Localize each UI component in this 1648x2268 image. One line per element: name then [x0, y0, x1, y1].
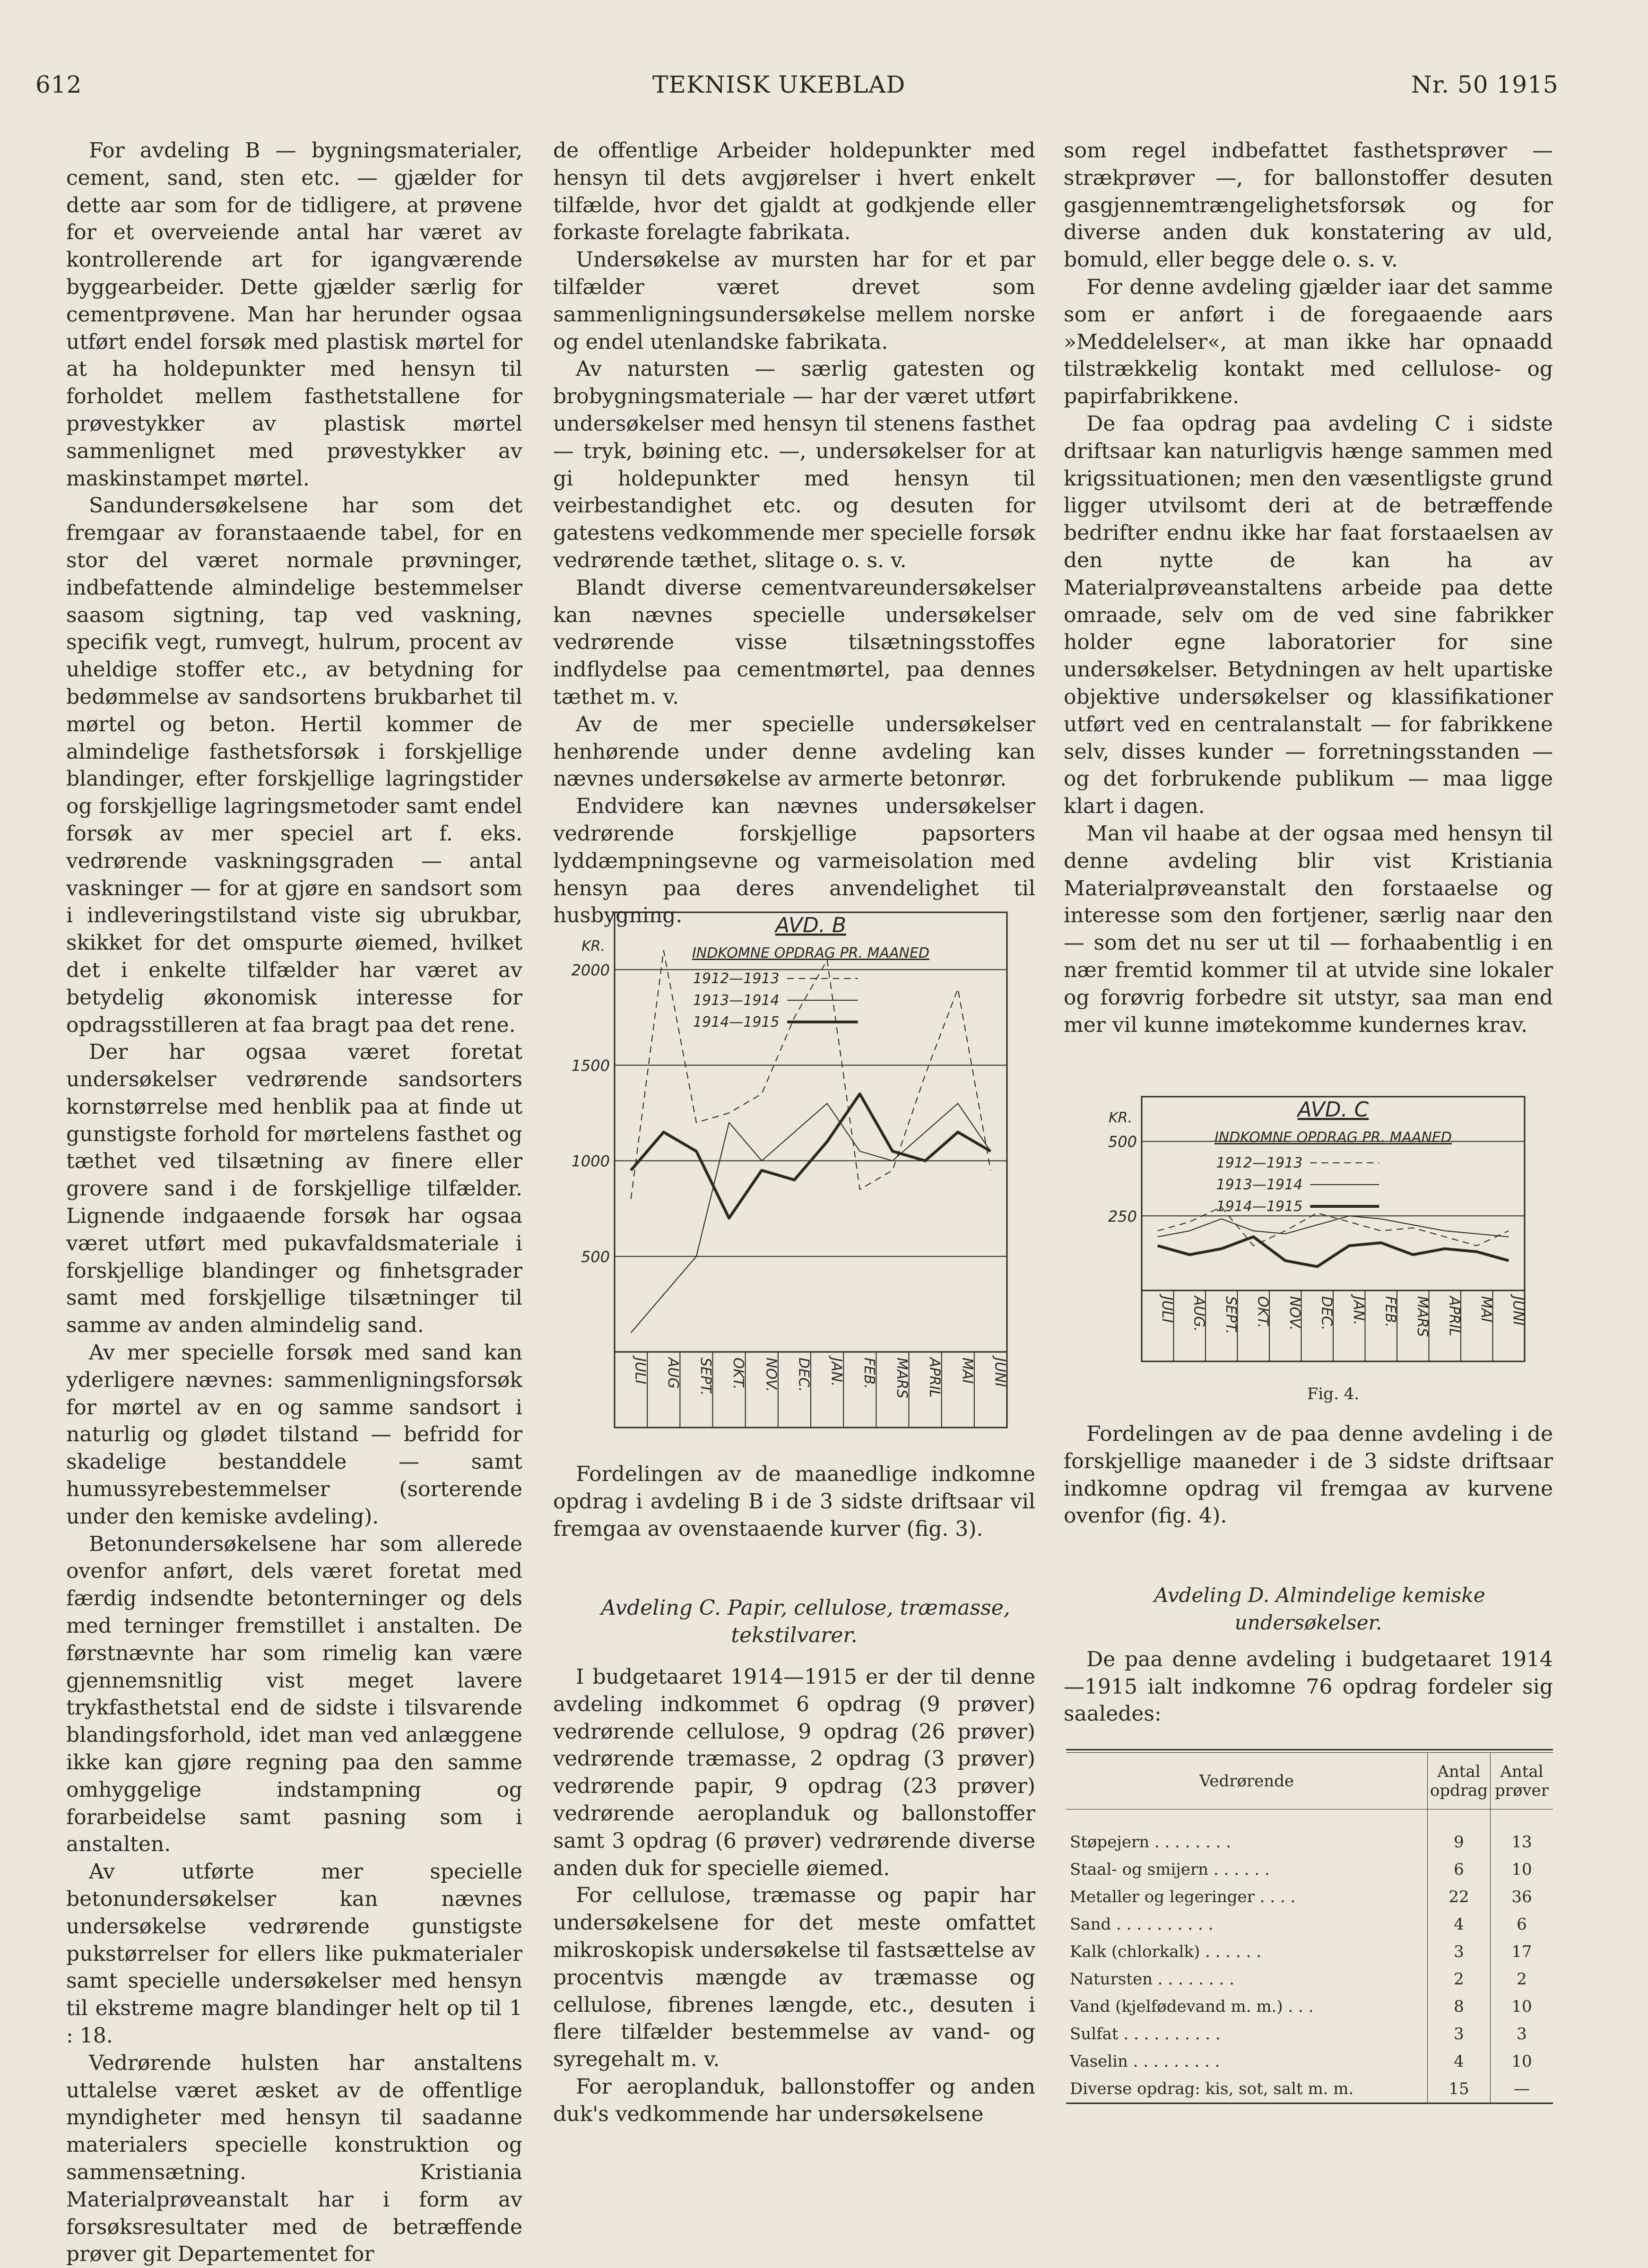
- table-cell: 22: [1428, 1883, 1491, 1911]
- column-3-top: [1064, 137, 1553, 1039]
- table-row: [1066, 2048, 1553, 2075]
- x-tick-label: NOV.: [1286, 1296, 1303, 1331]
- column-2-top: [553, 137, 1035, 929]
- x-tick-label: OKT.: [730, 1358, 747, 1390]
- x-tick-label: SEPT.: [697, 1358, 714, 1396]
- x-tick-label: APRIL: [1446, 1296, 1463, 1337]
- paragraph: Av mer specielle forsøk med sand kan yderligere nævnes: sammenligningsforsøk for mørtel av en og samme sandsort i naturlig og glødet tilstand — befridd for skadelige bestanddele — samt humussyrebestemmelser (sorterende under den kemiske avdeling).: [66, 1341, 522, 1529]
- table-cell: 6: [1428, 1856, 1491, 1883]
- figure-3-chart: [544, 908, 1035, 1451]
- table-cell: 10: [1511, 1997, 1532, 2016]
- table-cell: Støpejern . . . . . . . .: [1066, 1809, 1428, 1856]
- legend-label: 1914—1915: [1216, 1198, 1303, 1215]
- table-cell: 6: [1517, 1915, 1527, 1934]
- table-cell: 13: [1511, 1833, 1532, 1852]
- y-tick-label: 500: [581, 1247, 610, 1266]
- table-cell: Vaselin . . . . . . . . .: [1066, 2048, 1428, 2075]
- y-tick-label: 250: [1108, 1207, 1137, 1226]
- table-cell: Metaller og legeringer . . . .: [1066, 1883, 1428, 1911]
- paragraph: For denne avdeling gjælder iaar det samme som er anført i de foregaaende aars »Meddelelser«, at man ikke har opnaadd tilstrækkelig kontakt med cellulose- og papirfabrikkene.: [1064, 275, 1553, 409]
- table-cell: 8: [1428, 1993, 1491, 2020]
- table-cell: 10: [1511, 1860, 1532, 1879]
- paragraph: Fordelingen av de paa denne avdeling i de forskjellige maaneder i de 3 sidste driftsaar indkomne opdrag vil fremgaa av kurvene ovenfor (fig. 4).: [1064, 1422, 1553, 1528]
- table-row: [1066, 1856, 1553, 1883]
- paragraph: Man vil haabe at der ogsaa med hensyn til denne avdeling blir vist Kristiania Materialprøveanstalt den forstaaelse og interesse som den fortjener, særlig naar den — som det nu ser ut til — forhaabentlig i en nær fremtid kommer til at utvide sine lokaler og forøvrig forbedre sit utstyr, saa man end mer vil kunne imøtekomme kundernes krav.: [1064, 821, 1553, 1037]
- table-cell: 2: [1428, 1965, 1491, 1993]
- paragraph: Av de mer specielle undersøkelser henhørende under denne avdeling kan nævnes undersøkelse av armerte betonrør.: [553, 712, 1035, 791]
- chart-title: AVD. C: [1297, 1098, 1369, 1122]
- table-cell: Natursten . . . . . . . .: [1066, 1965, 1428, 1993]
- y-tick-label: 1000: [571, 1152, 610, 1170]
- paragraph: som regel indbefattet fasthetsprøver — strækprøver —, for ballonstoffer desuten gasgjennemtrængelighetsforsøk og for diverse anden duk konstatering av uld, bomuld, eller begge dele o. s. v.: [1064, 139, 1553, 272]
- column-2-bottom: [553, 1461, 1035, 2128]
- paragraph: For cellulose, træmasse og papir har undersøkelsene for det meste omfattet mikroskopisk undersøkelse til fastsættelse av procentvis mængde av træmasse og cellulose, fibrenes længde, etc., desuten i flere tilfælder bestemmelse av vand- og syregehalt m. v.: [553, 1883, 1035, 2072]
- table-cell: 15: [1428, 2075, 1491, 2104]
- table-row: [1066, 2020, 1553, 2048]
- paragraph: de offentlige Arbeider holdepunkter med hensyn til dets avgjørelser i hvert enkelt tilfælde, hvor det gjaldt at godkjende eller forkaste forelagte fabrikata.: [553, 139, 1035, 245]
- table-cell: Vand (kjelfødevand m. m.) . . .: [1066, 1993, 1428, 2020]
- column-1: [66, 137, 522, 2268]
- table-cell: 3: [1517, 2025, 1527, 2043]
- table-cell: Staal- og smijern . . . . . .: [1066, 1856, 1428, 1883]
- table-cell: 3: [1428, 1938, 1491, 1965]
- table-row: [1066, 1965, 1553, 1993]
- page-number: 612: [35, 71, 82, 98]
- results-table: [1066, 1749, 1553, 2104]
- y-tick-label: 2000: [571, 961, 610, 979]
- x-tick-label: MAI: [1477, 1296, 1494, 1323]
- table-cell: Sulfat . . . . . . . . . .: [1066, 2020, 1428, 2048]
- legend-label: 1914—1915: [693, 1014, 780, 1030]
- section-heading-c: Avdeling C. Papir, cellulose, træmasse, tekstilvarer.: [601, 1596, 1010, 1648]
- x-tick-label: MARS: [1414, 1296, 1431, 1337]
- series-line: [1158, 1237, 1509, 1266]
- journal-title: TEKNISK UKEBLAD: [652, 71, 906, 98]
- x-tick-label: FEB.: [860, 1358, 877, 1389]
- table-row: [1066, 1809, 1553, 1856]
- section-heading-d: Avdeling D. Almindelige kemiske undersøkelser.: [1154, 1584, 1485, 1634]
- paragraph: Undersøkelse av mursten har for et par tilfælder været drevet som sammenligningsundersøkelse mellem norske og endel utenlandske fabrikata.: [553, 248, 1035, 354]
- paragraph: I budgetaaret 1914—1915 er der til denne avdeling indkommet 6 opdrag (9 prøver) vedrørende cellulose, 9 opdrag (26 prøver) vedrørende træmasse, 2 opdrag (3 prøver) vedrørende papir, 9 opdrag (23 prøver) vedrørende aeroplanduk og ballonstoffer samt 3 opdrag (6 prøver) vedrørende diverse anden duk for specielle øiemed.: [553, 1664, 1035, 1880]
- table-cell: Kalk (chlorkalk) . . . . . .: [1066, 1938, 1428, 1965]
- table-cell: —: [1514, 2079, 1530, 2098]
- paragraph: For avdeling B — bygningsmaterialer, cement, sand, sten etc. — gjælder for dette aar som for de tidligere, at prøvene for et overveiende antal har været av kontrollerende art for igangværende byggearbeider. Dette gjælder særlig for cementprøvene. Man har herunder ogsaa utført endel forsøk med plastisk mørtel for at ha holdepunkter med hensyn til forholdet mellem fasthetstallene for prøvestykker av plastisk mørtel sammenlignet med prøvestykker av maskinstampet mørtel.: [66, 139, 522, 491]
- x-tick-label: JAN.: [828, 1358, 845, 1387]
- y-tick-label: 500: [1108, 1133, 1137, 1151]
- table-cell: 36: [1511, 1887, 1532, 1906]
- x-tick-label: MARS: [893, 1358, 910, 1399]
- column-3-bottom: [1064, 1420, 1553, 1728]
- table-cell: 17: [1511, 1942, 1532, 1961]
- figure-caption: Fig. 4.: [1307, 1385, 1360, 1403]
- table-cell: 4: [1428, 1911, 1491, 1938]
- chart-subtitle: INDKOMNE OPDRAG PR. MAANED: [1214, 1129, 1452, 1146]
- y-tick-label: 1500: [571, 1056, 610, 1075]
- table-header: Antal prøver: [1494, 1762, 1549, 1800]
- x-tick-label: AUG: [664, 1358, 681, 1389]
- paragraph: Der har ogsaa været foretat undersøkelser vedrørende sandsorters kornstørrelse med henblik paa at finde ut gunstigste forhold for mørtelens fasthet og tæthet ved tilsætning av finere eller grovere sand i de forskjellige tilfælder. Lignende indgaaende forsøk har ogsaa været utført med pukavfaldsmateriale i forskjellige blandinger og finhetsgrader samt med forskjellige tilsætninger til samme av anden almindelig sand.: [66, 1040, 522, 1338]
- paragraph: Fordelingen av de maanedlige indkomne opdrag i avdeling B i de 3 sidste driftsaar vil fremgaa av ovenstaaende kurver (fig. 3).: [553, 1462, 1035, 1541]
- table-row: [1066, 1993, 1553, 2020]
- legend-label: 1912—1913: [693, 970, 780, 987]
- legend-label: 1913—1914: [693, 992, 780, 1009]
- series-line: [631, 1094, 991, 1218]
- table-row: [1066, 2075, 1553, 2104]
- paragraph: De paa denne avdeling i budgetaaret 1914—1915 ialt indkomne 76 opdrag fordeler sig saaledes:: [1064, 1647, 1553, 1726]
- table-row: [1066, 1911, 1553, 1938]
- y-axis-label: KR.: [1108, 1109, 1132, 1126]
- paragraph: Endvidere kan nævnes undersøkelser vedrørende forskjellige papsorters lyddæmpningsevne og varmeisolation med hensyn paa deres anvendelighet til husbygning.: [553, 794, 1035, 928]
- x-tick-label: JAN.: [1350, 1296, 1367, 1325]
- paragraph: For aeroplanduk, ballonstoffer og anden duk's vedkommende har undersøkelsene: [553, 2074, 1035, 2126]
- figure-4-chart: [1078, 1092, 1560, 1423]
- x-tick-label: JULI: [1158, 1296, 1175, 1323]
- x-tick-label: SEPT.: [1222, 1296, 1239, 1334]
- table-cell: 2: [1517, 1970, 1527, 1989]
- table-row: [1066, 1938, 1553, 1965]
- paragraph: Av utførte mer specielle betonundersøkelser kan nævnes undersøkelse vedrørende gunstigste pukstørrelser for ellers like pukmaterialer samt specielle undersøkelser med hensyn til ekstreme magre blandinger helt op til 1 : 18.: [66, 1860, 522, 2048]
- x-tick-label: NOV.: [763, 1358, 780, 1392]
- table-cell: 9: [1428, 1809, 1491, 1856]
- paragraph: De faa opdrag paa avdeling C i sidste driftsaar kan naturligvis hænge sammen med krigssituationen; men den væsentligste grund ligger utvilsomt deri at de betræffende bedrifter endnu ikke har faat forstaaelsen av den nytte de kan ha av Materialprøveanstaltens arbeide paa dette omraade, selv om de ved sine fabrikker holder egne laboratorier for sine undersøkelser. Betydningen av helt upartiske objektive undersøkelser og klassifikationer utført ved en centralanstalt — for fabrikkene selv, disses kunder — forretningsstanden — og det forbrukende publikum — maa ligge klart i dagen.: [1064, 411, 1553, 819]
- table-row: [1066, 1883, 1553, 1911]
- paragraph: Betonundersøkelsene har som allerede ovenfor anført, dels været foretat med færdig indsendte betonterninger og dels med terninger fremstillet i anstalten. De førstnævnte har som rimelig kan være gjennemsnitlig vist meget lavere trykfasthetstal end de sidste i tilsvarende blandingsforhold, idet man ved anlæggene ikke kan gjøre regning paa den samme omhyggelige indstampning og forarbeidelse samt pasning som i anstalten.: [66, 1532, 522, 1857]
- chart-title: AVD. B: [775, 913, 847, 937]
- table-cell: Diverse opdrag: kis, sot, salt m. m.: [1066, 2075, 1428, 2104]
- x-tick-label: FEB.: [1382, 1296, 1399, 1328]
- table-cell: 3: [1428, 2020, 1491, 2048]
- legend-label: 1913—1914: [1216, 1177, 1303, 1193]
- issue-number: Nr. 50 1915: [1411, 71, 1559, 98]
- x-tick-label: JUNI: [1509, 1296, 1527, 1326]
- table-cell: 10: [1511, 2052, 1532, 2071]
- x-tick-label: DEC.: [1318, 1296, 1335, 1331]
- table-header: Vedrørende: [1066, 1753, 1428, 1809]
- paragraph: Av natursten — særlig gatesten og brobygningsmateriale — har der været utført undersøkelser med hensyn til stenens fasthet — tryk, bøining etc. —, undersøkelser for at gi holdepunkter med hensyn til veirbestandighet etc. og desuten for gatestens vedkommende mer specielle forsøk vedrørende tæthet, slitage o. s. v.: [553, 357, 1035, 572]
- paragraph: Sandundersøkelsene har som det fremgaar av foranstaaende tabel, for en stor del været normale prøvninger, indbefattende almindelige bestemmelser saasom sigtning, tap ved vaskning, specifik vegt, rumvegt, hulrum, procent av uheldige stoffer etc., av betydning for bedømmelse av sandsortens brukbarhet til mørtel og beton. Hertil kommer de almindelige fasthetsforsøk i forskjellige blandinger, efter forskjellige lagringstider og forskjellige lagringsmetoder samt endel forsøk av mer speciel art f. eks. vedrørende vaskningsgraden — antal vaskninger — for at gjøre en sandsort som i indleveringstilstand viste sig ubrukbar, skikket for det omspurte øiemed, hvilket det i enkelte tilfælder har været av betydelig økonomisk interesse for opdragsstilleren at faa bragt paa det rene.: [66, 493, 522, 1037]
- x-tick-label: JUNI: [991, 1358, 1008, 1387]
- x-tick-label: AUG.: [1190, 1296, 1207, 1332]
- paragraph: Blandt diverse cementvareundersøkelser kan nævnes specielle undersøkelser vedrørende visse tilsætningsstoffes indflydelse paa cementmørtel, paa dennes tæthet m. v.: [553, 575, 1035, 709]
- series-line: [1158, 1216, 1509, 1237]
- table-cell: 4: [1428, 2048, 1491, 2075]
- series-line: [631, 1103, 991, 1333]
- x-tick-label: APRIL: [926, 1358, 943, 1398]
- chart-subtitle: INDKOMNE OPDRAG PR. MAANED: [692, 945, 930, 961]
- table-cell: Sand . . . . . . . . . .: [1066, 1911, 1428, 1938]
- x-tick-label: JULI: [632, 1358, 649, 1385]
- x-tick-label: OKT.: [1254, 1296, 1271, 1328]
- x-tick-label: DEC.: [795, 1358, 812, 1392]
- y-axis-label: KR.: [581, 938, 605, 955]
- paragraph: Vedrørende hulsten har anstaltens uttalelse været æsket av de offentlige myndigheter med hensyn til saadanne materialers specielle konstruktion og sammensætning. Kristiania Materialprøveanstalt har i form av forsøksresultater med de betræffende prøver git Departementet for: [66, 2051, 522, 2267]
- legend-label: 1912—1913: [1216, 1155, 1303, 1171]
- x-tick-label: MAI: [959, 1358, 976, 1384]
- table-header: Antal opdrag: [1428, 1753, 1491, 1809]
- series-line: [1158, 1207, 1509, 1246]
